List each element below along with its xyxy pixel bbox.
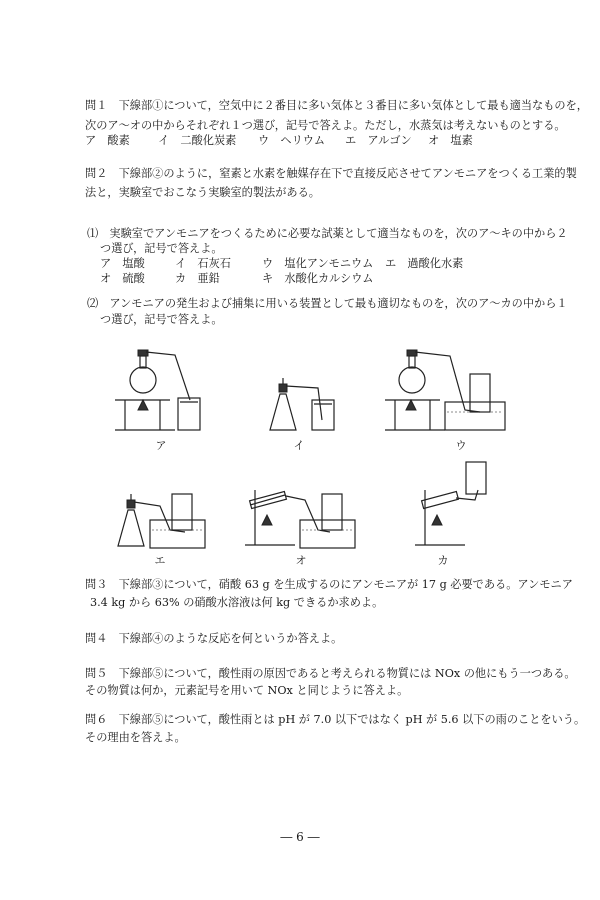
q1-option-i: イ 二酸化炭素 (158, 134, 237, 147)
q6-line2: その理由を答えよ。 (85, 731, 186, 744)
q3-line2: 3.4 kg から 63% の硝酸水溶液は何 kg できるか求めよ。 (90, 596, 384, 609)
q2-sub1-line1: ⑴ 実験室でアンモニアをつくるために必要な試薬として適当なものを，次のア～キの中から２ (87, 227, 568, 240)
q2-sub1-option-u: ウ 塩化アンモニウム (262, 257, 374, 270)
q2-sub1-option-e: エ 過酸化水素 (385, 257, 464, 270)
q2-line1: 問２ 下線部②のように，窒素と水素を触媒存在下で直接反応させてアンモニアをつくる工業的製 (85, 167, 577, 180)
q5-line2: その物質は何か，元素記号を用いて NOx と同じように答えよ。 (85, 684, 409, 697)
q2-sub1-option-a: ア 塩酸 (100, 257, 145, 270)
q1-line2: 次のア～オの中からそれぞれ１つ選び，記号で答えよ。ただし，水蒸気は考えないものとする。 (85, 119, 566, 132)
q2-sub2-line2: つ選び，記号で答えよ。 (100, 313, 223, 326)
apparatus-label-a: ア (155, 439, 167, 452)
q1-option-e: エ アルゴン (345, 134, 412, 147)
apparatus-o (245, 490, 355, 548)
apparatus-label-i: イ (293, 439, 305, 452)
apparatus-label-u: ウ (455, 439, 467, 452)
q1-line1: 問１ 下線部①について，空気中に２番目に多い気体と３番目に多い気体として最も適当なものを， (85, 99, 588, 112)
q2-sub1-option-ki: キ 水酸化カルシウム (262, 272, 374, 285)
q2-sub1-line2: つ選び，記号で答えよ。 (100, 242, 223, 255)
q1-option-a: ア 酸素 (85, 134, 130, 147)
apparatus-label-o: オ (295, 554, 307, 567)
q5-line1: 問５ 下線部⑤について，酸性雨の原因であると考えられる物質には NOx の他にもう一つある。 (85, 667, 576, 680)
apparatus-a (115, 350, 200, 430)
q3-line1: 問３ 下線部③について，硝酸 63 g を生成するのにアンモニアが 17 g 必要である。アンモニア (85, 578, 573, 591)
apparatus-e (118, 494, 205, 548)
q2-sub1-option-ka: カ 亜鉛 (175, 272, 220, 285)
apparatus-u (385, 350, 505, 430)
page-number: ― 6 ― (280, 830, 320, 844)
q1-option-o: オ 塩素 (428, 134, 473, 147)
apparatus-i (270, 378, 334, 430)
q2-line2: 法と，実験室でおこなう実験室的製法がある。 (85, 186, 320, 199)
q6-line1: 問６ 下線部⑤について，酸性雨とは pH が 7.0 以下ではなく pH が 5.6 以下の雨のことをいう。 (85, 713, 586, 726)
q2-sub1-option-i: イ 石灰石 (175, 257, 231, 270)
q1-option-u: ウ ヘリウム (258, 134, 326, 147)
apparatus-ka (415, 462, 486, 545)
q4-line1: 問４ 下線部④のような反応を何というか答えよ。 (85, 632, 343, 645)
q2-sub2-line1: ⑵ アンモニアの発生および捕集に用いる装置として最も適切なものを，次のア～カの中から１ (87, 297, 568, 310)
q2-sub1-option-o: オ 硫酸 (100, 272, 145, 285)
apparatus-label-e: エ (154, 554, 166, 567)
apparatus-label-ka: カ (437, 554, 449, 567)
